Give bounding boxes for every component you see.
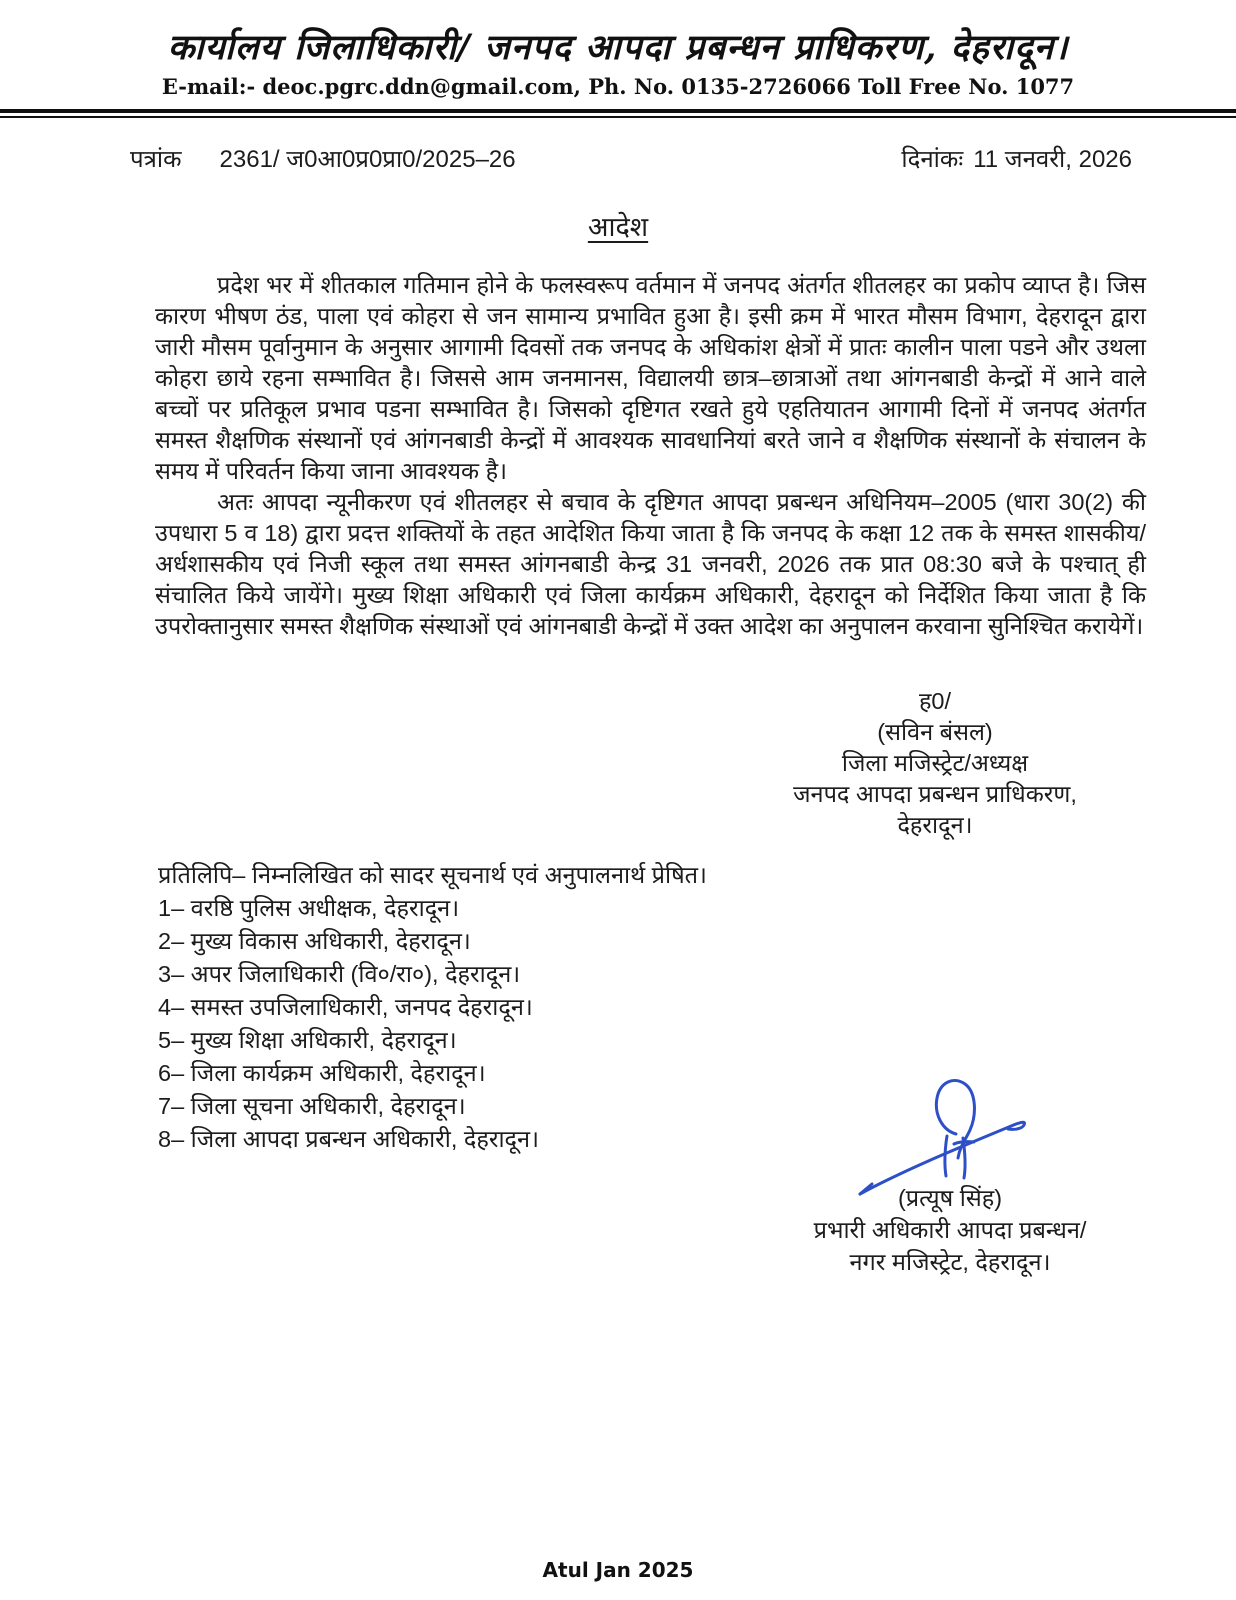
signatory-designation-2: जनपद आपदा प्रबन्धन प्राधिकरण, <box>793 780 1077 807</box>
paragraph-2: अतः आपदा न्यूनीकरण एवं शीतलहर से बचाव के दृष्टिगत आपदा प्रबन्धन अधिनियम–2005 (धारा 30(2) की उपधारा 5 व 18) द्वारा प्रदत्त शक्तियों के तहत आदेशित किया जाता है कि जनपद के कक्षा 12 तक के समस्त शासकीय/अर्धशासकीय एवं निजी स्कूल तथा समस्त आंगनबाडी केन्द्र 31 जनवरी, 2026 तक प्रात 08:30 बजे के पश्चात् ही संचालित किये जायेंगे। मुख्य शिक्षा अधिकारी एवं जिला कार्यक्रम अधिकारी, देहरादून को निर्देशित किया जाता है कि उपरोक्तानुसार समस्त शैक्षणिक संस्थाओं एवं आंगनबाडी केन्द्रों में उक्त आदेश का अनुपालन करवाना सुनिश्चित करायेगें। <box>155 488 1146 639</box>
signatory-designation-3: देहरादून। <box>897 811 973 838</box>
signatory-designation-1: जिला मजिस्ट्रेट/अध्यक्ष <box>841 749 1029 776</box>
copy-item: 8– जिला आपदा प्रबन्धन अधिकारी, देहरादून। <box>158 1125 539 1152</box>
copy-section <box>158 859 1236 1156</box>
copy-item: 3– अपर जिलाधिकारी (वि०/रा०), देहरादून। <box>158 960 521 987</box>
counter-signatory-designation-1: प्रभारी अधिकारी आपदा प्रबन्धन/ <box>813 1216 1087 1243</box>
counter-signatory-designation-2: नगर मजिस्ट्रेट, देहरादून। <box>849 1248 1051 1275</box>
copy-item: 4– समस्त उपजिलाधिकारी, जनपद देहरादून। <box>158 993 533 1020</box>
date-label: दिनांकः <box>901 145 964 173</box>
signatory-block <box>740 686 1130 841</box>
paragraph-1: प्रदेश भर में शीतकाल गतिमान होने के फलस्वरूप वर्तमान में जनपद अंतर्गत शीतलहर का प्रकोप व्याप्त है। जिस कारण भीषण ठंड, पाला एवं कोहरा से जन सामान्य प्रभावित हुआ है। इसी क्रम में भारत मौसम विभाग, देहरादून द्वारा जारी मौसम पूर्वानुमान के अनुसार आगामी दिवसों तक जनपद के अधिकांश क्षेत्रों में प्रातः कालीन पाला पडने और उथला कोहरा छाये रहना सम्भावित है। जिससे आम जनमानस, विद्यालयी छात्र–छात्राओं तथा आंगनबाडी केन्द्रों में आने वाले बच्चों पर प्रतिकूल प्रभाव पडना सम्भावित है। जिसको दृष्टिगत रखते हुये एहतियातन आगामी दिनों में जनपद अंतर्गत समस्त शैक्षणिक संस्थानों एवं आंगनबाडी केन्द्रों में आवश्यक सावधानियां बरते जाने व शैक्षणिक संस्थानों के संचालन के समय में परिवर्तन किया जाना आवश्यक है। <box>155 271 1146 484</box>
copy-item: 6– जिला कार्यक्रम अधिकारी, देहरादून। <box>158 1059 486 1086</box>
counter-signatory-name: (प्रत्यूष सिंह) <box>897 1184 1003 1211</box>
signatory-name: (सविन बंसल) <box>877 718 993 745</box>
reference-row <box>0 142 1236 175</box>
reference-value: 2361/ ज0आ0प्र0प्रा0/2025–26 <box>219 145 516 173</box>
signed-abbreviation: ह0/ <box>918 687 952 714</box>
copy-heading: प्रतिलिपि– निम्नलिखित को सादर सूचनार्थ एवं अनुपालनार्थ प्रेषित। <box>158 861 707 888</box>
page-title: आदेश <box>587 211 649 242</box>
contact-info: E-mail:- deoc.pgrc.ddn@gmail.com, Ph. No. 0135-2726066 Toll Free No. 1077 <box>161 73 1075 99</box>
counter-signatory-block <box>755 1182 1145 1278</box>
copy-item: 2– मुख्य विकास अधिकारी, देहरादून। <box>158 927 471 954</box>
footer-note: Atul Jan 2025 <box>542 1558 694 1582</box>
order-body <box>155 270 1146 642</box>
copy-item: 5– मुख्य शिक्षा अधिकारी, देहरादून। <box>158 1026 457 1053</box>
copy-item: 1– वरष्ठि पुलिस अधीक्षक, देहरादून। <box>158 894 460 921</box>
date-value: 11 जनवरी, 2026 <box>973 145 1132 173</box>
copy-item: 7– जिला सूचना अधिकारी, देहरादून। <box>158 1092 466 1119</box>
office-title: कार्यालय जिलाधिकारी/ जनपद आपदा प्रबन्धन प्राधिकरण, देहरादून। <box>167 27 1069 68</box>
letterhead-divider <box>0 109 1236 118</box>
order-title-wrap <box>0 207 1236 244</box>
letter-date <box>901 142 1132 175</box>
letterhead <box>0 0 1236 118</box>
reference-label: पत्रांक <box>130 145 182 173</box>
reference-number <box>130 142 516 175</box>
